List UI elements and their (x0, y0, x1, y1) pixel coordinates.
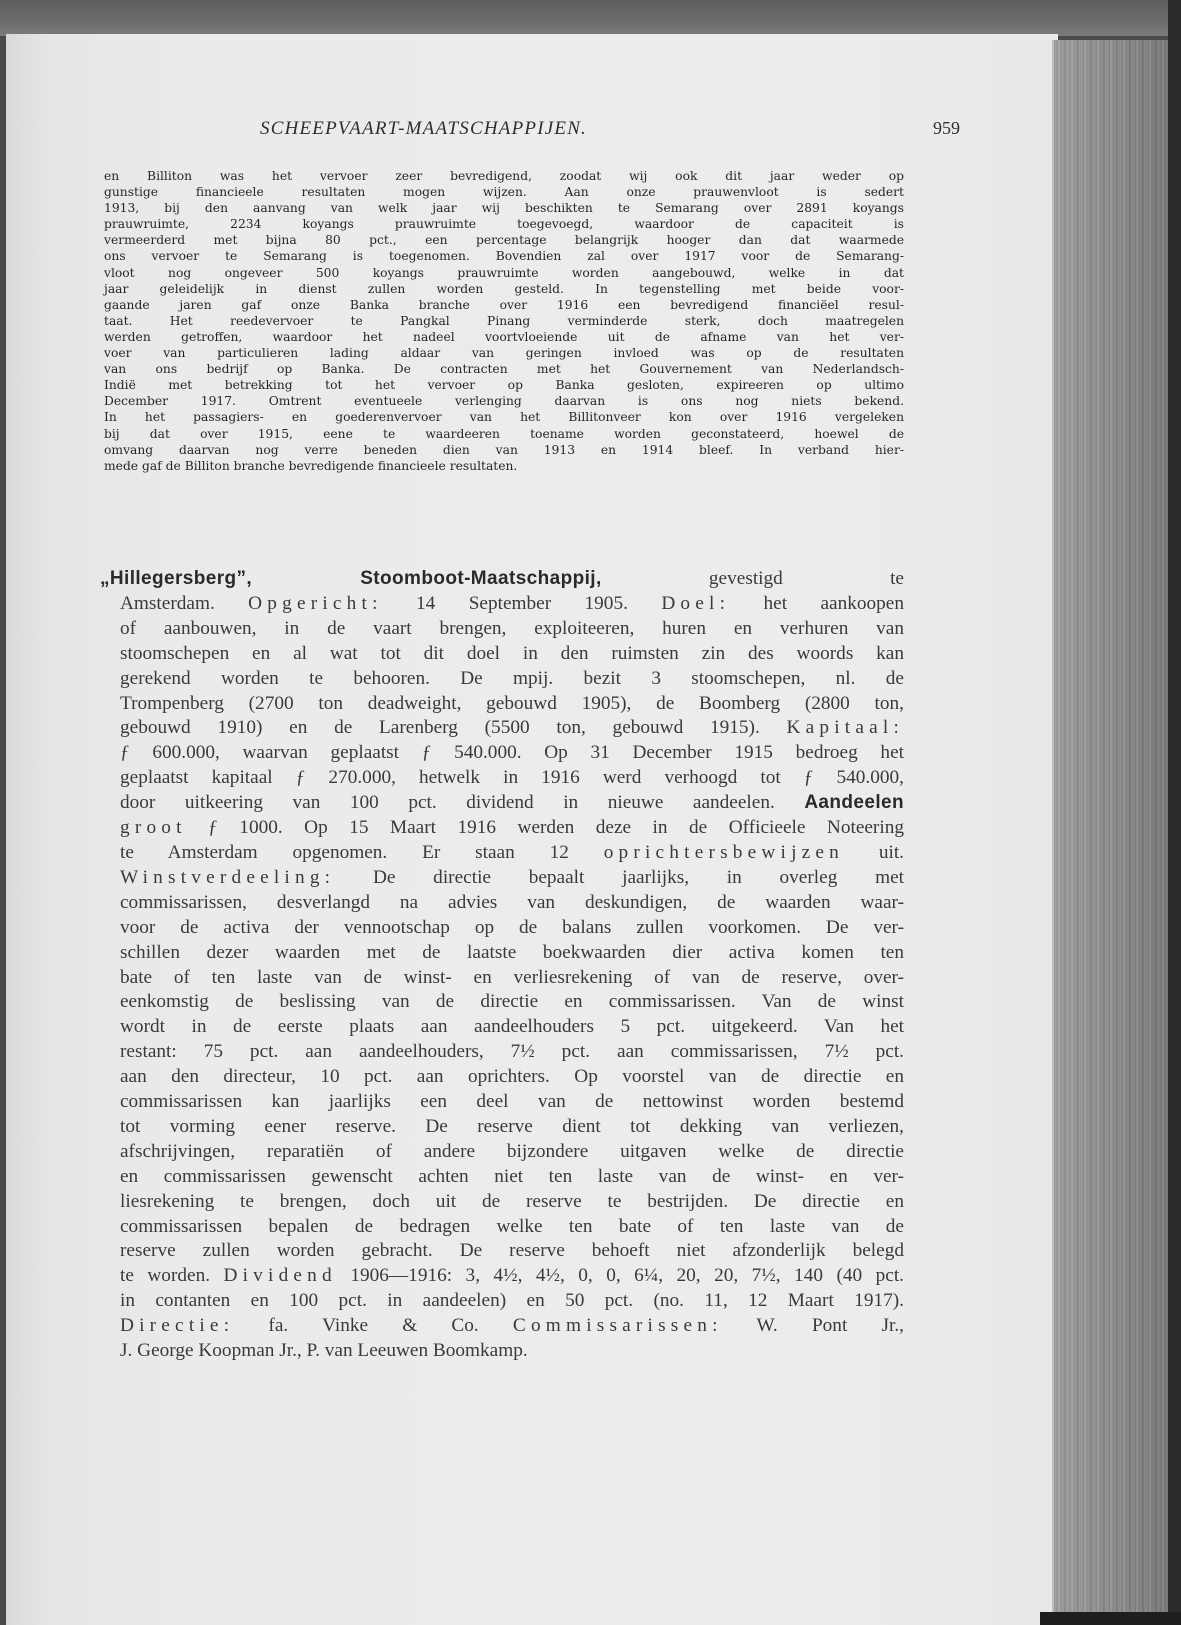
entry-text: voor de activa der vennootschap op de balans zullen voorkomen. De ver- (120, 916, 904, 938)
scan-top-shadow (0, 0, 1181, 36)
entry-line (120, 1190, 904, 1215)
entry-line (120, 592, 904, 617)
entry-line (120, 1040, 904, 1065)
running-title: SCHEEPVAART-MAATSCHAPPIJEN. (260, 118, 588, 139)
entry-line (120, 1339, 904, 1364)
entry-line (120, 791, 904, 816)
text-line: ons vervoer te Semarang is toegenomen. Bovendien zal over 1917 voor de Semarang- (104, 249, 904, 264)
entry-text: liesrekening te brengen, doch uit de reserve te bestrijden. De directie en (120, 1190, 904, 1212)
entry-line (120, 1090, 904, 1115)
entry-text: commissarissen, desverlangd na advies van deskundigen, de waarden waar- (120, 891, 904, 913)
company-entry (100, 567, 904, 1364)
spaced-label: Commissarissen: (512, 1315, 723, 1337)
text-line: Indië met betrekking tot het vervoer op Banka gesloten, expireeren op ultimo (104, 378, 904, 393)
entry-text: Trompenberg (2700 ton deadweight, gebouwd 1905), de Boomberg (2800 ton, (120, 692, 904, 714)
entry-line (120, 866, 904, 891)
entry-text: gerekend worden te behooren. De mpij. bezit 3 stoomschepen, nl. de (120, 667, 904, 689)
entry-text: fa. Vinke & Co. (234, 1315, 513, 1337)
entry-text: wordt in de eerste plaats aan aandeelhouders 5 pct. uitgekeerd. Van het (120, 1016, 904, 1038)
entry-text: J. George Koopman Jr., P. van Leeuwen Boomkamp. (120, 1340, 528, 1362)
entry-line (120, 1264, 904, 1289)
entry-line (120, 841, 904, 866)
entry-line (120, 966, 904, 991)
text-line: werden getroffen, waardoor het nadeel voortvloeiende uit de afname van het ver- (104, 329, 904, 344)
spaced-label: Kapitaal: (786, 717, 904, 739)
entry-line (120, 941, 904, 966)
entry-text: 14 September 1905. (382, 592, 662, 614)
book-page-edges-shade (1052, 40, 1168, 1612)
entry-line (120, 1165, 904, 1190)
entry-text: eenkomstig de beslissing van de directie en commissarissen. Van de winst (120, 991, 904, 1013)
entry-line (120, 1314, 904, 1339)
text-line: prauwruimte, 2234 koyangs prauwruimte toegevoegd, waardoor de capaciteit is (104, 217, 904, 232)
entry-text: afschrijvingen, reparatiën of andere bijzondere uitgaven welke de directie (120, 1140, 904, 1162)
text-line: gaande jaren gaf onze Banka branche over 1916 een bevredigend financiëel resul- (104, 297, 904, 312)
entry-line (120, 1289, 904, 1314)
entry-line (120, 667, 904, 692)
entry-text: geplaatst kapitaal ƒ 270.000, hetwelk in 1916 werd verhoogd tot ƒ 540.000, (120, 767, 904, 789)
entry-line (120, 617, 904, 642)
scan-bottom-border (1040, 1612, 1181, 1625)
text-line: voer van particulieren lading aldaar van geringen invloed was op de resultaten (104, 346, 904, 361)
entry-line (120, 916, 904, 941)
entry-line (120, 741, 904, 766)
entry-text: De directie bepaalt jaarlijks, in overleg met (335, 866, 904, 888)
spaced-label: Doel: (661, 592, 731, 614)
spaced-label: groot (120, 817, 187, 839)
text-line: en Billiton was het vervoer zeer bevredigend, zoodat wij ook dit jaar weder op (104, 169, 904, 183)
spaced-label: Directie: (120, 1315, 235, 1337)
entry-line (120, 716, 904, 741)
spaced-label: Opgericht: (248, 592, 383, 614)
spaced-label: Winstverdeeling: (120, 866, 336, 888)
text-line: gunstige financieele resultaten mogen wijzen. Aan onze prauwenvloot is sedert (104, 185, 904, 200)
entry-text: Amsterdam. (120, 592, 249, 614)
entry-text: het aankoopen (730, 592, 904, 614)
text-line: omvang daarvan nog verre beneden dien van 1913 en 1914 bleef. In verband hier- (104, 442, 904, 457)
entry-text: uit. (843, 841, 904, 863)
text-line: bij dat over 1915, eene te waardeeren toename worden geconstateerd, hoewel de (104, 426, 904, 441)
text-line: vermeerderd met bijna 80 pct., een percentage belangrijk hooger dan dat waarmede (104, 233, 904, 248)
spaced-label: oprichtersbewijzen (603, 841, 844, 863)
text-line: mede gaf de Billiton branche bevredigende financieele resultaten. (104, 458, 518, 473)
page-number: 959 (933, 118, 960, 138)
entry-first-line (100, 567, 904, 592)
entry-text: bate of ten laste van de winst- en verliesrekening of van de reserve, over- (120, 966, 904, 988)
text-line: December 1917. Omtrent eventueele verlenging daarvan is ons nog niets bekend. (104, 394, 904, 409)
entry-text: 1906—1916: 3, 4½, 4½, 0, 0, 6¼, 20, 20, 7½, 140 (40 pct. (336, 1265, 904, 1287)
entry-text: tot vorming eener reserve. De reserve dient tot dekking van verliezen, (120, 1115, 904, 1137)
entry-line (120, 891, 904, 916)
text-line: 1913, bij den aanvang van welk jaar wij beschikten te Semarang over 2891 koyangs (104, 201, 904, 216)
company-name: „Hillegersberg”, Stoomboot-Maatschappij, (100, 568, 602, 589)
entry-text: schillen dezer waarden met de laatste boekwaarden dier activa komen ten (120, 941, 904, 963)
entry-text: aan den directeur, 10 pct. aan oprichters. Op voorstel van de directie en (120, 1066, 904, 1088)
text-line: taat. Het reedevervoer te Pangkal Pinang verminderde sterk, doch maatregelen (104, 313, 904, 328)
entry-text: stoomschepen en al wat tot dit doel in den ruimsten zin des woords kan (120, 642, 904, 664)
scan-right-border (1168, 0, 1181, 1625)
entry-line (120, 1065, 904, 1090)
continuation-paragraph (104, 168, 904, 474)
entry-text: in contanten en 100 pct. in aandeelen) en 50 pct. (no. 11, 12 Maart 1917). (120, 1290, 904, 1312)
entry-text: te Amsterdam opgenomen. Er staan 12 (120, 841, 604, 863)
entry-text: te worden. (120, 1265, 224, 1287)
text-line: In het passagiers- en goederenvervoer van het Billitonveer kon over 1916 vergeleken (104, 410, 904, 425)
spaced-label: Dividend (223, 1265, 337, 1287)
entry-text: ƒ 1000. Op 15 Maart 1916 werden deze in de Officieele Noteering (186, 817, 904, 839)
text-line: van ons bedrijf op Banka. De contracten met het Gouvernement van Nederlandsch- (104, 362, 904, 377)
entry-line (120, 1140, 904, 1165)
entry-text: ƒ 600.000, waarvan geplaatst ƒ 540.000. Op 31 December 1915 bedroeg het (120, 742, 904, 764)
entry-line (120, 990, 904, 1015)
running-head (260, 118, 960, 146)
entry-line (120, 1015, 904, 1040)
entry-location: gevestigd te (601, 568, 904, 589)
entry-text: commissarissen bepalen de bedragen welke ten bate of ten laste van de (120, 1215, 904, 1237)
entry-line (120, 692, 904, 717)
text-line: jaar geleidelijk in dienst zullen worden gesteld. In tegenstelling met beide voor- (104, 281, 904, 296)
entry-text: restant: 75 pct. aan aandeelhouders, 7½ pct. aan commissarissen, 7½ pct. (120, 1041, 904, 1063)
entry-line (120, 766, 904, 791)
entry-text: door uitkeering van 100 pct. dividend in nieuwe aandeelen. (120, 792, 805, 814)
entry-text: commissarissen kan jaarlijks een deel van de nettowinst worden bestemd (120, 1091, 904, 1113)
entry-text: en commissarissen gewenscht achten niet ten laste van de winst- en ver- (120, 1165, 904, 1187)
entry-line (120, 642, 904, 667)
entry-text: of aanbouwen, in de vaart brengen, exploiteeren, huren en verhuren van (120, 617, 904, 639)
bold-label: Aandeelen (804, 792, 904, 814)
entry-text: W. Pont Jr., (722, 1315, 904, 1337)
entry-line (120, 1215, 904, 1240)
text-line: vloot nog ongeveer 500 koyangs prauwruimte worden aangebouwd, welke in dat (104, 265, 904, 280)
entry-line (120, 1239, 904, 1264)
entry-text: reserve zullen worden gebracht. De reserve behoeft niet afzonderlijk belegd (120, 1240, 904, 1262)
entry-line (120, 816, 904, 841)
entry-line (120, 1115, 904, 1140)
entry-text: gebouwd 1910) en de Larenberg (5500 ton, gebouwd 1915). (120, 717, 787, 739)
